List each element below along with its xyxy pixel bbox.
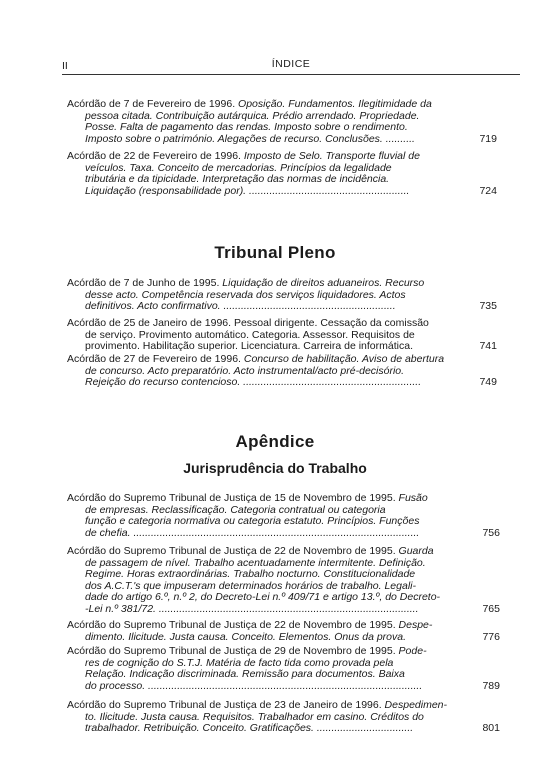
entry-page-number: 719: [479, 132, 497, 145]
entry-page-number: 741: [479, 340, 497, 353]
entry-first-line: Acórdão do Supremo Tribunal de Justiça de 22 de Novembro de 1995. Guarda: [67, 546, 434, 557]
entry-last-line: do processo. ..............................................................................................: [85, 680, 423, 692]
entry-page-number: 735: [479, 300, 497, 313]
entry-line: Relação. Indicação discriminada. Remissão para documentos. Baixa: [85, 669, 405, 681]
entry-line: res de cognição do S.T.J. Matéria de facto tida como provada pela: [85, 657, 394, 669]
index-entry: [67, 151, 497, 197]
entry-page-number: 749: [479, 376, 497, 389]
entry-page-number: 724: [479, 184, 497, 197]
entry-line: veículos. Taxa. Conceito de mercadorias. Princípios da legalidade: [85, 162, 392, 174]
entry-line: de empresas. Reclassificação. Categoria contratual ou categoria: [85, 504, 386, 516]
index-entry: [67, 99, 497, 145]
index-entry: [67, 354, 497, 389]
entry-line: Posse. Falta de pagamento das rendas. Imposto sobre o rendimento.: [85, 122, 408, 134]
entry-line: de concurso. Acto preparatório. Acto instrumental/acto pré-decisório.: [85, 365, 405, 377]
entry-first-line: Acórdão de 22 de Fevereiro de 1996. Imposto de Selo. Transporte fluvial de: [67, 151, 420, 162]
entry-line: dade do artigo 6.º, n.º 2, do Decreto-Lei n.º 409/71 e artigo 13.º, do Decreto-: [85, 592, 441, 604]
section-heading-tribunal-pleno: Tribunal Pleno: [214, 243, 336, 262]
entry-last-line: trabalhador. Retribuição. Conceito. Gratificações. .................................: [85, 723, 414, 735]
entry-first-line: Acórdão de 25 de Janeiro de 1996. Pessoal dirigente. Cessação da comissão: [67, 318, 429, 329]
index-entry: [67, 620, 500, 643]
entry-first-line: Acórdão do Supremo Tribunal de Justiça de 23 de Janeiro de 1996. Despedimen-: [67, 700, 448, 711]
entry-first-line: Acórdão de 27 de Fevereiro de 1996. Concurso de habilitação. Aviso de abertura: [67, 354, 445, 365]
entry-line: dos A.C.T.'s que impuseram determinados horários de trabalho. Legali-: [85, 580, 416, 592]
entry-last-line: de chefia. ..................................................................................................: [85, 527, 420, 539]
section-subheading-jurisprudencia: Jurisprudência do Trabalho: [183, 460, 367, 476]
entry-line: Regime. Horas extraordinárias. Trabalho nocturno. Constitucionalidade: [85, 569, 416, 581]
entry-first-line: Acórdão de 7 de Fevereiro de 1996. Oposição. Fundamentos. Ilegitimidade da: [67, 99, 432, 110]
entry-last-line: Liquidação (responsabilidade por). .......................................................: [85, 185, 410, 197]
page-title: ÍNDICE: [271, 58, 311, 70]
index-entry: [67, 493, 500, 539]
entry-page-number: 776: [482, 630, 500, 643]
entry-last-line: definitivos. Acto confirmativo. ...........................................................: [85, 301, 396, 313]
entry-last-line: -Lei n.º 381/72. .........................................................................................: [85, 603, 419, 615]
entry-last-line: provimento. Habilitação superior. Licenciatura. Carreira de informática.: [85, 341, 413, 353]
entry-line: função e categoria normativa ou categoria estatuto. Princípios. Funções: [85, 516, 420, 528]
entry-first-line: Acórdão do Supremo Tribunal de Justiça de 29 de Novembro de 1995. Pode-: [67, 646, 427, 657]
entry-line: to. Ilicitude. Justa causa. Requisitos. Trabalhador em casino. Créditos do: [85, 711, 424, 723]
entry-line: desse acto. Competência reservada dos serviços liquidadores. Actos: [85, 289, 406, 301]
index-entry: [67, 278, 497, 313]
entry-line: de passagem de nível. Trabalho acentuadamente intermitente. Definição.: [85, 557, 426, 569]
page-number: II: [62, 60, 68, 72]
entry-line: pessoa citada. Contribuição autárquica. Prédio arrendado. Propriedade.: [85, 110, 420, 122]
index-entry: [67, 646, 500, 692]
entry-last-line: dimento. Ilicitude. Justa causa. Conceito. Elementos. Ónus da prova.: [85, 631, 407, 643]
section-heading-apendice: Apêndice: [235, 432, 315, 451]
entry-last-line: Imposto sobre o património. Alegações de recurso. Conclusões. ..........: [85, 133, 415, 145]
index-entry: [67, 318, 497, 353]
entry-first-line: Acórdão do Supremo Tribunal de Justiça de 15 de Novembro de 1995. Fusão: [67, 493, 428, 504]
entry-page-number: 789: [482, 679, 500, 692]
page-header: [62, 58, 520, 75]
entry-page-number: 801: [482, 722, 500, 735]
entry-page-number: 765: [482, 602, 500, 615]
entry-last-line: Rejeição do recurso contencioso. .............................................................: [85, 377, 422, 389]
index-entry: [67, 700, 500, 735]
entry-first-line: Acórdão de 7 de Junho de 1995. Liquidação de direitos aduaneiros. Recurso: [67, 278, 425, 289]
index-entry: [67, 546, 500, 616]
entry-line: tributária e da tipicidade. Interpretação das normas de incidência.: [85, 174, 390, 186]
entry-page-number: 756: [482, 526, 500, 539]
entry-line: de serviço. Provimento automático. Categoria. Assessor. Requisitos de: [85, 329, 415, 341]
entry-first-line: Acórdão do Supremo Tribunal de Justiça de 22 de Novembro de 1995. Despe-: [67, 620, 433, 631]
